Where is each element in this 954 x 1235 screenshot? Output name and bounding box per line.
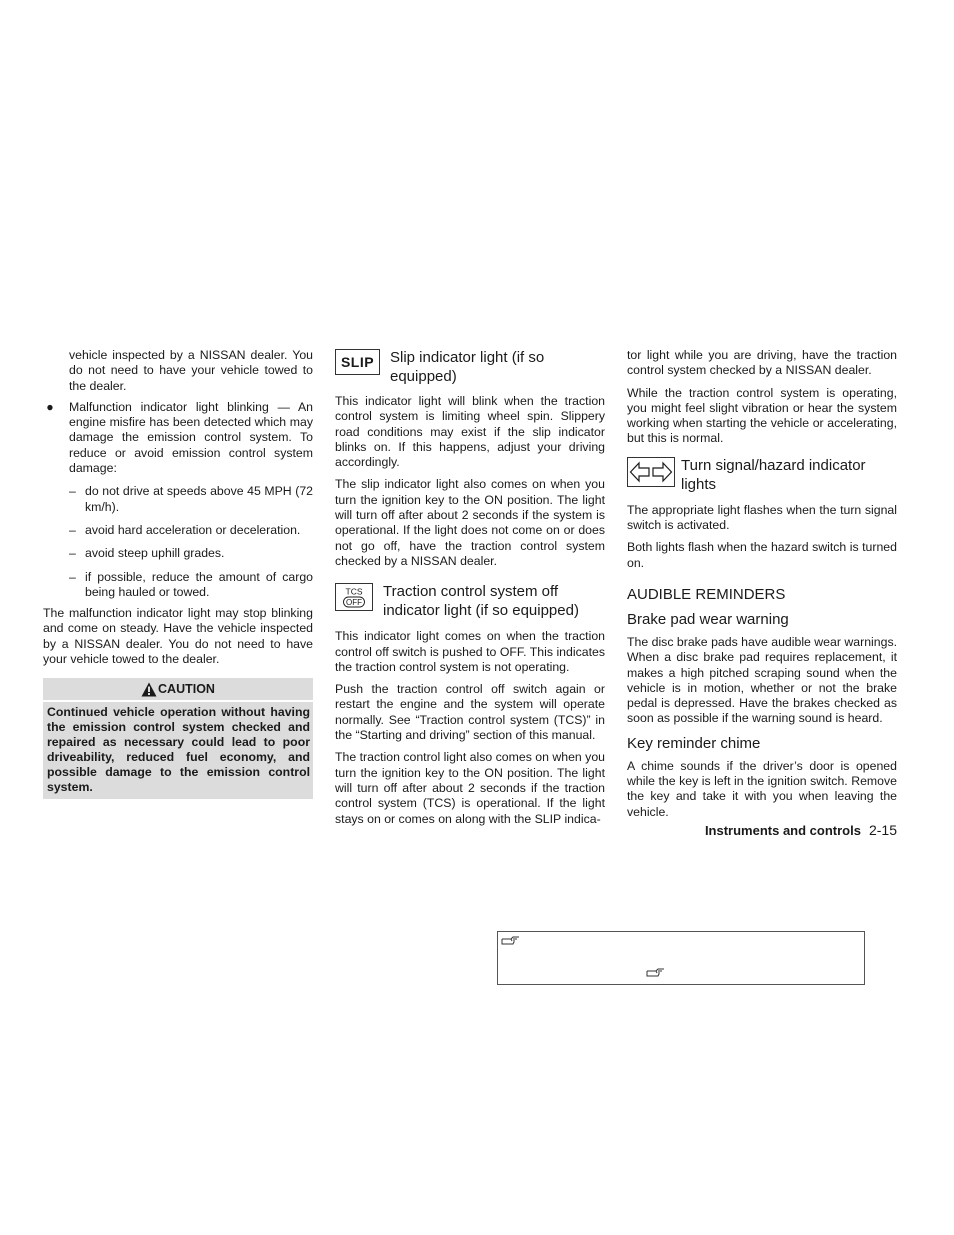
turn-signal-title: Turn signal/hazard indicator lights xyxy=(681,456,866,493)
page-number: 2-15 xyxy=(868,822,897,838)
bullet-item xyxy=(43,400,313,476)
paragraph-malfunction: The malfunction indicator light may stop blinking and come on steady. Have the vehicle inspected by a NISSAN dealer. You do not need to have your vehicle towed to the dealer. xyxy=(43,606,313,667)
slip-indicator-heading xyxy=(335,348,605,386)
slip-title: Slip indicator light (if so equipped) xyxy=(390,349,545,385)
tcs-icon-bottom-text: OFF xyxy=(346,598,362,608)
column-right xyxy=(627,348,897,820)
tcs-paragraph-3: The traction control light also comes on when you turn the ignition key to the ON position. The light will turn off after about 2 seconds if the traction control system (TCS) is operational. If the light stays on or comes on along with the SLIP indica- xyxy=(335,750,605,826)
turn-paragraph-2: Both lights flash when the hazard switch is turned on. xyxy=(627,540,897,570)
warning-triangle-icon xyxy=(141,682,157,697)
caution-text: Continued vehicle operation without having the emission control system checked and repaired as necessary could lead to poor driveability, reduced fuel economy, and possible damage to the emission control system. xyxy=(47,705,310,795)
slip-paragraph-2: The slip indicator light also comes on when you turn the ignition key to the ON position. The light will turn off after about 2 seconds if the system is operational. If the light does not come on or does not go off, have the traction control system checked by a NISSAN dealer. xyxy=(335,477,605,568)
audible-reminders-heading: AUDIBLE REMINDERS xyxy=(627,585,786,603)
tcs-icon-top-text: TCS xyxy=(345,586,363,597)
key-reminder-heading: Key reminder chime xyxy=(627,734,761,752)
bullet-text: Malfunction indicator light blinking — An engine misfire has been detected which may damage the emission control system. To reduce or avoid emission control system damage: xyxy=(69,399,313,476)
paragraph-continued: vehicle inspected by a NISSAN dealer. You do not need to have your vehicle towed to the dealer. xyxy=(69,348,313,393)
turn-paragraph-1: The appropriate light flashes when the turn signal switch is activated. xyxy=(627,502,897,533)
bullet-dot-icon: ● xyxy=(46,399,54,414)
footer-section-title: Instruments and controls xyxy=(704,823,861,838)
brake-pad-heading: Brake pad wear warning xyxy=(627,610,789,628)
dash-mark: – xyxy=(69,484,76,499)
column-middle xyxy=(335,348,605,827)
column-left xyxy=(43,348,313,799)
reference-box xyxy=(497,931,865,985)
dash-text: if possible, reduce the amount of cargo being hauled or towed. xyxy=(85,569,313,599)
tcs-paragraph-1: This indicator light comes on when the traction control off switch is pushed to OFF. This indicates the traction control system is not operating. xyxy=(335,629,605,674)
dash-item xyxy=(43,570,313,601)
turn-signal-arrows-icon xyxy=(627,457,675,487)
caution-header xyxy=(43,678,313,702)
pointing-hand-icon xyxy=(501,934,521,946)
caution-label: CAUTION xyxy=(158,682,215,697)
pointing-hand-icon xyxy=(646,966,666,978)
dash-text: do not drive at speeds above 45 MPH (72 km/h). xyxy=(85,484,313,514)
turn-signal-heading xyxy=(627,456,897,494)
slip-indicator-icon xyxy=(335,349,380,375)
paragraph-continued: tor light while you are driving, have the traction control system checked by a NISSAN dealer. xyxy=(627,348,897,378)
tcs-title: Traction control system off indicator light (if so equipped) xyxy=(383,583,579,620)
page-footer xyxy=(627,822,897,838)
brake-pad-paragraph: The disc brake pads have audible wear warnings. When a disc brake pad requires replacement, it makes a high pitched scraping sound when the vehicle is in motion, whether or not the brake pedal is depressed. Have the brakes checked as soon as possible if the warning sound is heard. xyxy=(627,634,898,726)
dash-text: avoid hard acceleration or deceleration. xyxy=(85,522,301,537)
tcs-paragraph-2: Push the traction control off switch again or restart the engine and the system will operate normally. See “Traction control system (TCS)” in the “Starting and driving” section of this manual. xyxy=(335,682,605,743)
dash-mark: – xyxy=(69,546,76,561)
dash-text: avoid steep uphill grades. xyxy=(85,546,225,561)
slip-paragraph-1: This indicator light will blink when the traction control system is limiting wheel spin. Slippery road conditions may exist if the slip indicator blinks on. If this happens, adjust your driving accordingly. xyxy=(335,394,605,470)
tcs-indicator-heading xyxy=(335,582,605,620)
dash-mark: – xyxy=(69,569,76,584)
caution-box xyxy=(43,678,313,799)
slip-icon-text: SLIP xyxy=(340,354,375,370)
dash-mark: – xyxy=(69,522,76,537)
dash-item xyxy=(43,484,313,515)
dash-item xyxy=(43,523,313,538)
dash-item xyxy=(43,546,313,561)
tcs-off-icon xyxy=(335,583,373,611)
paragraph-while-operating: While the traction control system is operating, you might feel slight vibration or hear the system working when starting the vehicle or accelerating, but this is normal. xyxy=(627,385,897,446)
key-reminder-paragraph: A chime sounds if the driver’s door is opened while the key is left in the ignition switch. Remove the key and take it with you when leaving the vehicle. xyxy=(627,758,897,819)
